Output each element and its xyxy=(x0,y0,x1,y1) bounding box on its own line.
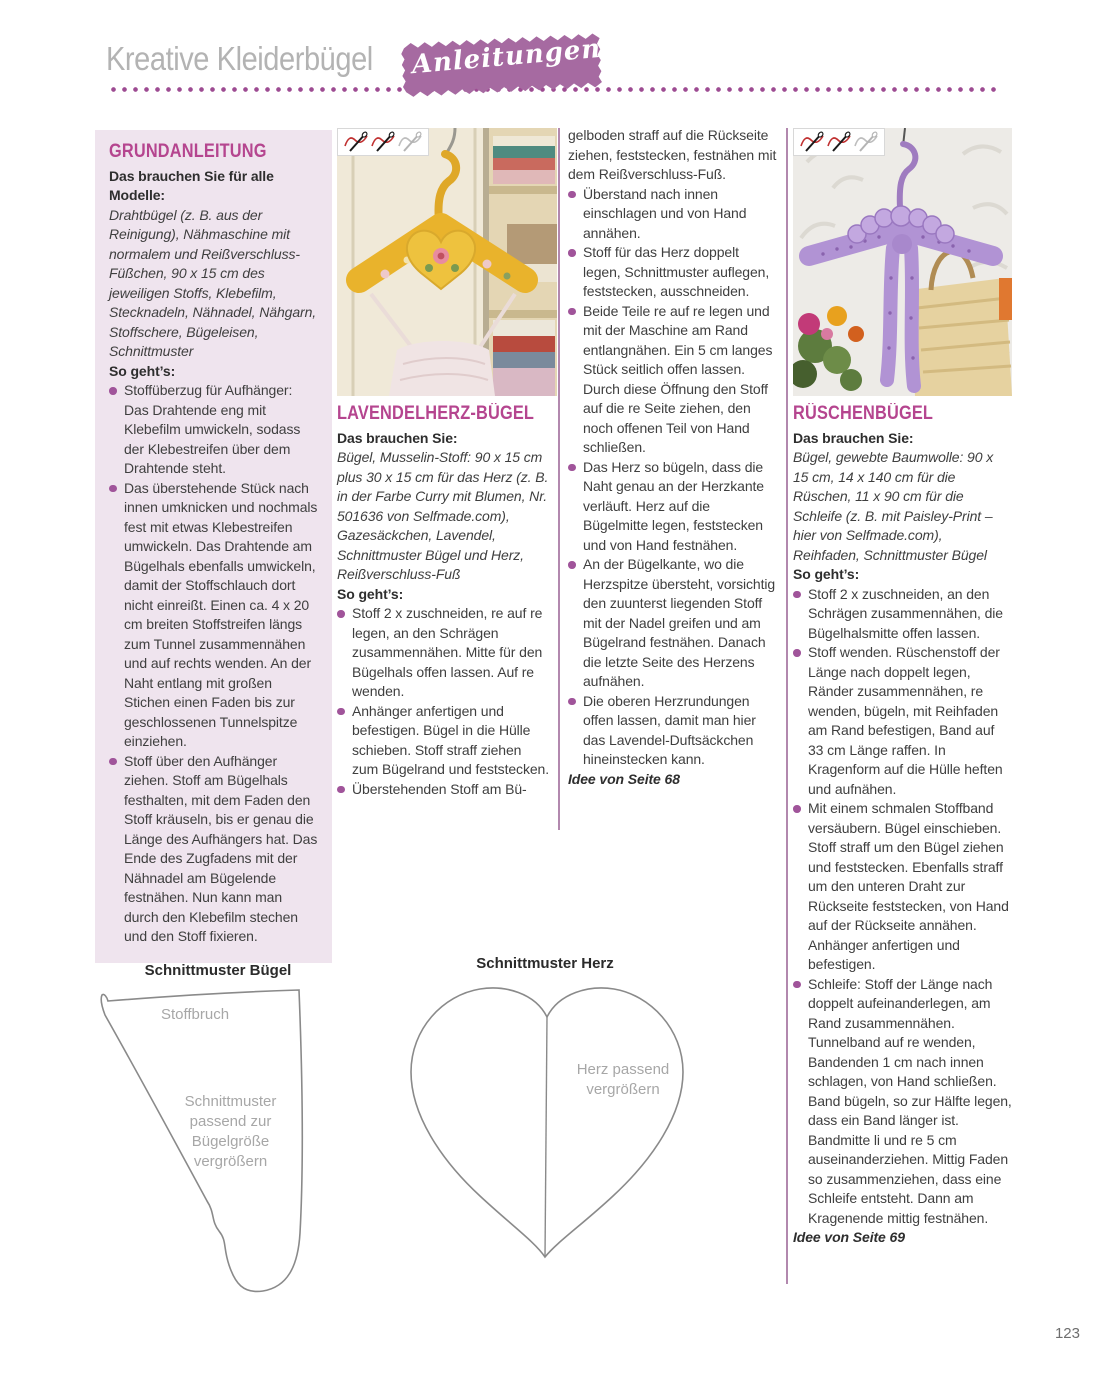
rueschen-heading: RÜSCHENBÜGEL xyxy=(793,403,934,424)
step-item xyxy=(568,458,778,556)
bullet-dot-icon xyxy=(568,308,576,316)
lavendel-section xyxy=(337,404,551,799)
step-text: Beide Teile re auf re legen und mit der Maschine am Rand entlangnähen. Ein 5 cm langes Stück seitlich offen lassen. Durch diese Öffnung den Stoff auf die re Seite ziehen, den noch offenen Teil von Hand schließen. xyxy=(583,302,773,455)
bullet-dot-icon xyxy=(337,786,345,794)
ribbon-label: Anleitungen xyxy=(410,33,603,81)
step-item xyxy=(793,643,1012,799)
sewing-needle-filled-icon xyxy=(826,130,852,154)
step-text: Die oberen Herzrundungen offen lassen, damit man hier das Lavendel-Duftsäckchen hineinstecken kann. xyxy=(583,692,756,767)
step-item xyxy=(568,692,778,770)
step-text: Stoff für das Herz doppelt legen, Schnittmuster auflegen, feststecken, ausschneiden. xyxy=(583,244,770,299)
step-item xyxy=(568,302,778,458)
buegel-pattern-title: Schnittmuster Bügel xyxy=(144,962,292,979)
step-item xyxy=(568,185,778,244)
step-item xyxy=(568,555,778,692)
bullet-dot-icon xyxy=(568,191,576,199)
steps-heading: So geht’s: xyxy=(337,585,404,602)
sewing-needle-filled-icon xyxy=(799,130,825,154)
difficulty-badge xyxy=(793,128,885,156)
page-title: Kreative Kleiderbügel xyxy=(106,40,373,77)
herz-pattern-title: Schnittmuster Herz xyxy=(476,955,614,972)
yellow-hanger-photo xyxy=(337,128,557,396)
grundanleitung-box xyxy=(95,130,332,963)
materials-text: Drahtbügel (z. B. aus der Reinigung), Nähmaschine mit normalem und Reißverschluss-Füßchen, 90 x 15 cm des jeweiligen Stoffs, Klebefilm, Stecknadeln, Nähnadel, Nähgarn, Stoffschere, Bügeleisen, Schnittmuster xyxy=(109,206,317,359)
column-rule xyxy=(786,128,788,1284)
need-heading: Das brauchen Sie: xyxy=(793,429,914,446)
fold-line-label: Stoffbruch xyxy=(160,1006,230,1023)
bullet-dot-icon xyxy=(337,708,345,716)
grundanleitung-heading: GRUNDANLEITUNG xyxy=(109,141,267,162)
step-item xyxy=(109,752,318,947)
materials-text: Bügel, gewebte Baumwolle: 90 x 15 cm, 14 x 140 cm für die Rüschen, 11 x 90 cm für die Schleife (z. B. mit Paisley-Print – hier von Selfmade.com), Reihfaden, Schnittmuster Bügel xyxy=(793,449,994,563)
step-item xyxy=(337,780,551,800)
step-text: Stoff 2 x zuschneiden, an den Schrägen zusammennähen, die Bügelhalsmitte offen lassen. xyxy=(808,585,1003,641)
lavendel-heading: LAVENDELHERZ-BÜGEL xyxy=(337,403,535,424)
steps-heading: So geht’s: xyxy=(793,566,860,582)
yellow-hanger-illustration xyxy=(337,128,557,396)
step-text: An der Bügelkante, wo die Herzspitze übersteht, vorsichtig den zuunterst liegenden Stoff mit der Nadel greifen und am Bügelrand festnähen. Danach die letzte Seite des Herzens aufnähen. xyxy=(583,556,776,689)
need-heading: Das brauchen Sie für alle Modelle: xyxy=(109,167,274,203)
need-heading: Das brauchen Sie: xyxy=(337,429,458,446)
bullet-dot-icon xyxy=(337,610,345,618)
bullet-dot-icon xyxy=(568,698,576,706)
bullet-dot-icon xyxy=(568,249,576,257)
bullet-dot-icon xyxy=(793,649,801,657)
idea-reference: Idee von Seite 69 xyxy=(793,1229,905,1245)
ruffle-hanger-illustration xyxy=(793,128,1012,396)
step-item xyxy=(793,799,1012,975)
sewing-needle-filled-icon xyxy=(370,130,396,154)
difficulty-badge xyxy=(337,128,429,156)
materials-text: Bügel, Musselin-Stoff: 90 x 15 cm plus 30 x 15 cm für das Herz (z. B. in der Farbe Curry mit Blumen, Nr. 501636 von Selfmade.com), Gazesäckchen, Lavendel, Schnittmuster Bügel und Herz, Reißverschluss-Fuß xyxy=(337,449,549,582)
ruffle-hanger-photo xyxy=(793,128,1012,396)
step-item xyxy=(568,243,778,302)
step-text: Mit einem schmalen Stoffband versäubern. Bügel einschieben. Stoff straff um den Bügel ziehen und feststecken. Ebenfalls straff um den unteren Draht zur Rückseite feststecken, von Hand auf der Rückseite annähen. Anhänger anfertigen und befestigen. xyxy=(808,800,1009,972)
sewing-needle-empty-icon xyxy=(397,130,423,154)
step-text: Stoff 2 x zuschneiden, re auf re legen, an den Schrägen zusammennähen. Mitte für den Bügelhals offen lassen. Auf re wenden. xyxy=(352,605,543,699)
bullet-dot-icon xyxy=(793,981,801,989)
step-item xyxy=(109,479,318,752)
page-number: 123 xyxy=(1054,1325,1080,1342)
lavendel-continuation-column xyxy=(568,126,778,789)
step-text: Überstand nach innen einschlagen und von Hand annähen. xyxy=(583,185,747,241)
step-text: Überstehenden Stoff am Bü- xyxy=(352,780,527,797)
bullet-dot-icon xyxy=(109,485,117,493)
sewing-needle-empty-icon xyxy=(853,130,879,154)
step-text: Schleife: Stoff der Länge nach doppelt aufeinanderlegen, am Rand zusammennähen. Tunnelband auf re wenden, Bandenden 1 cm nach innen schlagen, von Hand schließen. Band bügeln, so zur Hälfte legen, dass ein Band länger ist. Bandmitte li und re 5 cm auseinanderziehen. Mittig Faden so zusammenziehen, dass eine Schleife entsteht. Dann am Kragenende mittig festnähen. xyxy=(808,975,1012,1226)
bullet-dot-icon xyxy=(568,464,576,472)
continuation-text: gelboden straff auf die Rückseite ziehen, feststecken, festnähen mit dem Reißverschluss-Fuß. xyxy=(568,127,777,182)
step-text: Stoff wenden. Rüschenstoff der Länge nach doppelt legen, Ränder zusammennähen, re wenden, bügeln, mit Reihfaden am Rand befestigen, Band auf 33 cm Länge raffen. In Kragenform auf die Hülle heften und aufnähen. xyxy=(808,644,1003,797)
step-text: Stoffüberzug für Aufhänger: Das Drahtende eng mit Klebefilm umwickeln, sodass der Klebestreifen über dem Drahtende steht. xyxy=(124,382,301,476)
bullet-dot-icon xyxy=(793,591,801,599)
step-item xyxy=(793,585,1012,644)
anleitungen-ribbon xyxy=(400,29,613,104)
step-item xyxy=(337,604,551,702)
bullet-dot-icon xyxy=(109,758,117,766)
step-item xyxy=(337,702,551,780)
step-item xyxy=(109,381,318,479)
column-rule xyxy=(558,128,560,830)
rueschen-section xyxy=(793,404,1012,1248)
buegel-pattern-note: Schnittmuster passend zur Bügelgröße vergrößern xyxy=(184,1093,277,1170)
sewing-needle-filled-icon xyxy=(343,130,369,154)
bullet-dot-icon xyxy=(109,387,117,395)
bullet-dot-icon xyxy=(793,805,801,813)
step-text: Anhänger anfertigen und befestigen. Bügel in die Hülle schieben. Stoff straff ziehen zum Bügelrand und feststecken. xyxy=(352,702,550,777)
herz-pattern-note: Herz passend vergrößern xyxy=(576,1061,670,1098)
idea-reference: Idee von Seite 68 xyxy=(568,770,680,787)
bullet-dot-icon xyxy=(568,561,576,569)
step-text: Stoff über den Aufhänger ziehen. Stoff am Bügelhals festhalten, mit dem Faden den Stoff kräuseln, bis er genau die Länge des Aufhängers hat. Das Ende des Zugfadens mit der Nähnadel am Bügelende festnähen. Nun kann man durch den Klebefilm stechen und den Stoff fixieren. xyxy=(124,752,318,944)
step-item xyxy=(793,975,1012,1229)
step-text: Das überstehende Stück nach innen umknicken und nochmals fest mit etwas Klebestreifen umwickeln. Das Drahtende am Bügelhals ebenfalls umwickeln, damit der Stoffschlauch dort nicht einreißt. Einen ca. 4 x 20 cm breiten Stoffstreifen längs zum Tunnel zusammennähen und auf rechts wenden. An der Naht entlang mit großen Stichen einen Faden bis zur geschlossenen Tunnelspitze einziehen. xyxy=(124,479,318,749)
heart-pattern-shape xyxy=(403,983,695,1275)
step-text: Das Herz so bügeln, dass die Naht genau an der Herzkante verläuft. Herz auf die Bügelmitte legen, feststecken und von Hand festnähen. xyxy=(583,458,764,553)
steps-heading: So geht’s: xyxy=(109,362,176,379)
